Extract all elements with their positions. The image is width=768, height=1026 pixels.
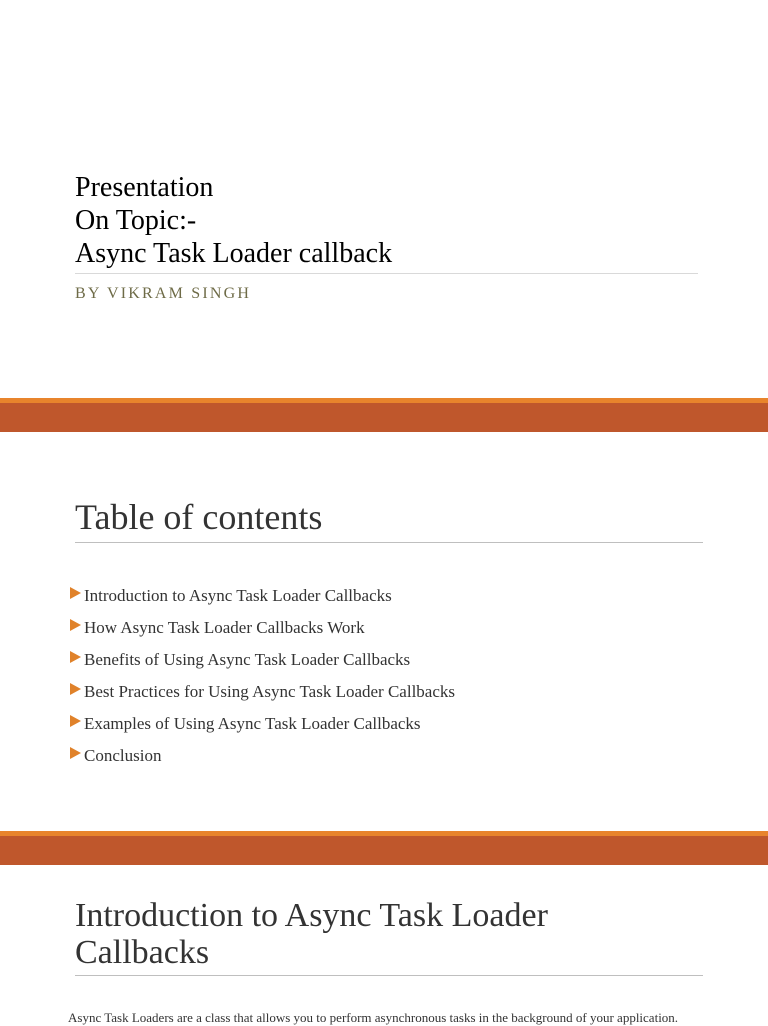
toc-item-label: Best Practices for Using Async Task Loader Callbacks xyxy=(84,682,455,701)
arrow-bullet-icon xyxy=(70,747,81,759)
toc-item-label: Introduction to Async Task Loader Callbacks xyxy=(84,586,392,605)
slide-separator-band xyxy=(0,831,768,865)
intro-heading xyxy=(75,897,548,971)
slide-separator-band xyxy=(0,398,768,432)
toc-heading: Table of contents xyxy=(75,497,323,537)
author-subtitle: BY VIKRAM SINGH xyxy=(75,285,252,302)
toc-item xyxy=(70,708,455,740)
toc-item xyxy=(70,676,455,708)
title-line: Presentation xyxy=(75,172,214,203)
intro-slide xyxy=(0,865,768,1024)
toc-item-label: Benefits of Using Async Task Loader Callbacks xyxy=(84,650,411,669)
arrow-bullet-icon xyxy=(70,683,81,695)
toc-item-label: Conclusion xyxy=(84,746,162,765)
band-main-stripe xyxy=(0,836,768,865)
intro-heading-line: Introduction to Async Task Loader xyxy=(75,897,548,934)
toc-item xyxy=(70,580,455,612)
toc-item xyxy=(70,644,455,676)
presentation-title xyxy=(75,171,392,270)
arrow-bullet-icon xyxy=(70,587,81,599)
toc-list xyxy=(70,580,455,772)
toc-slide xyxy=(0,432,768,831)
intro-body-text: Async Task Loaders are a class that allows you to perform asynchronous tasks in the background of your application. xyxy=(68,1010,679,1025)
toc-item-label: Examples of Using Async Task Loader Callbacks xyxy=(84,714,421,733)
title-line: On Topic:- xyxy=(75,205,197,236)
toc-item-label: How Async Task Loader Callbacks Work xyxy=(84,618,365,637)
title-line: Async Task Loader callback xyxy=(75,238,393,269)
arrow-bullet-icon xyxy=(70,619,81,631)
band-main-stripe xyxy=(0,403,768,432)
title-divider xyxy=(75,273,698,274)
toc-item xyxy=(70,740,455,772)
toc-divider xyxy=(75,542,703,543)
arrow-bullet-icon xyxy=(70,651,81,663)
intro-heading-line: Callbacks xyxy=(75,934,210,971)
arrow-bullet-icon xyxy=(70,715,81,727)
title-slide xyxy=(0,0,768,398)
toc-item xyxy=(70,612,455,644)
intro-divider xyxy=(75,975,703,976)
